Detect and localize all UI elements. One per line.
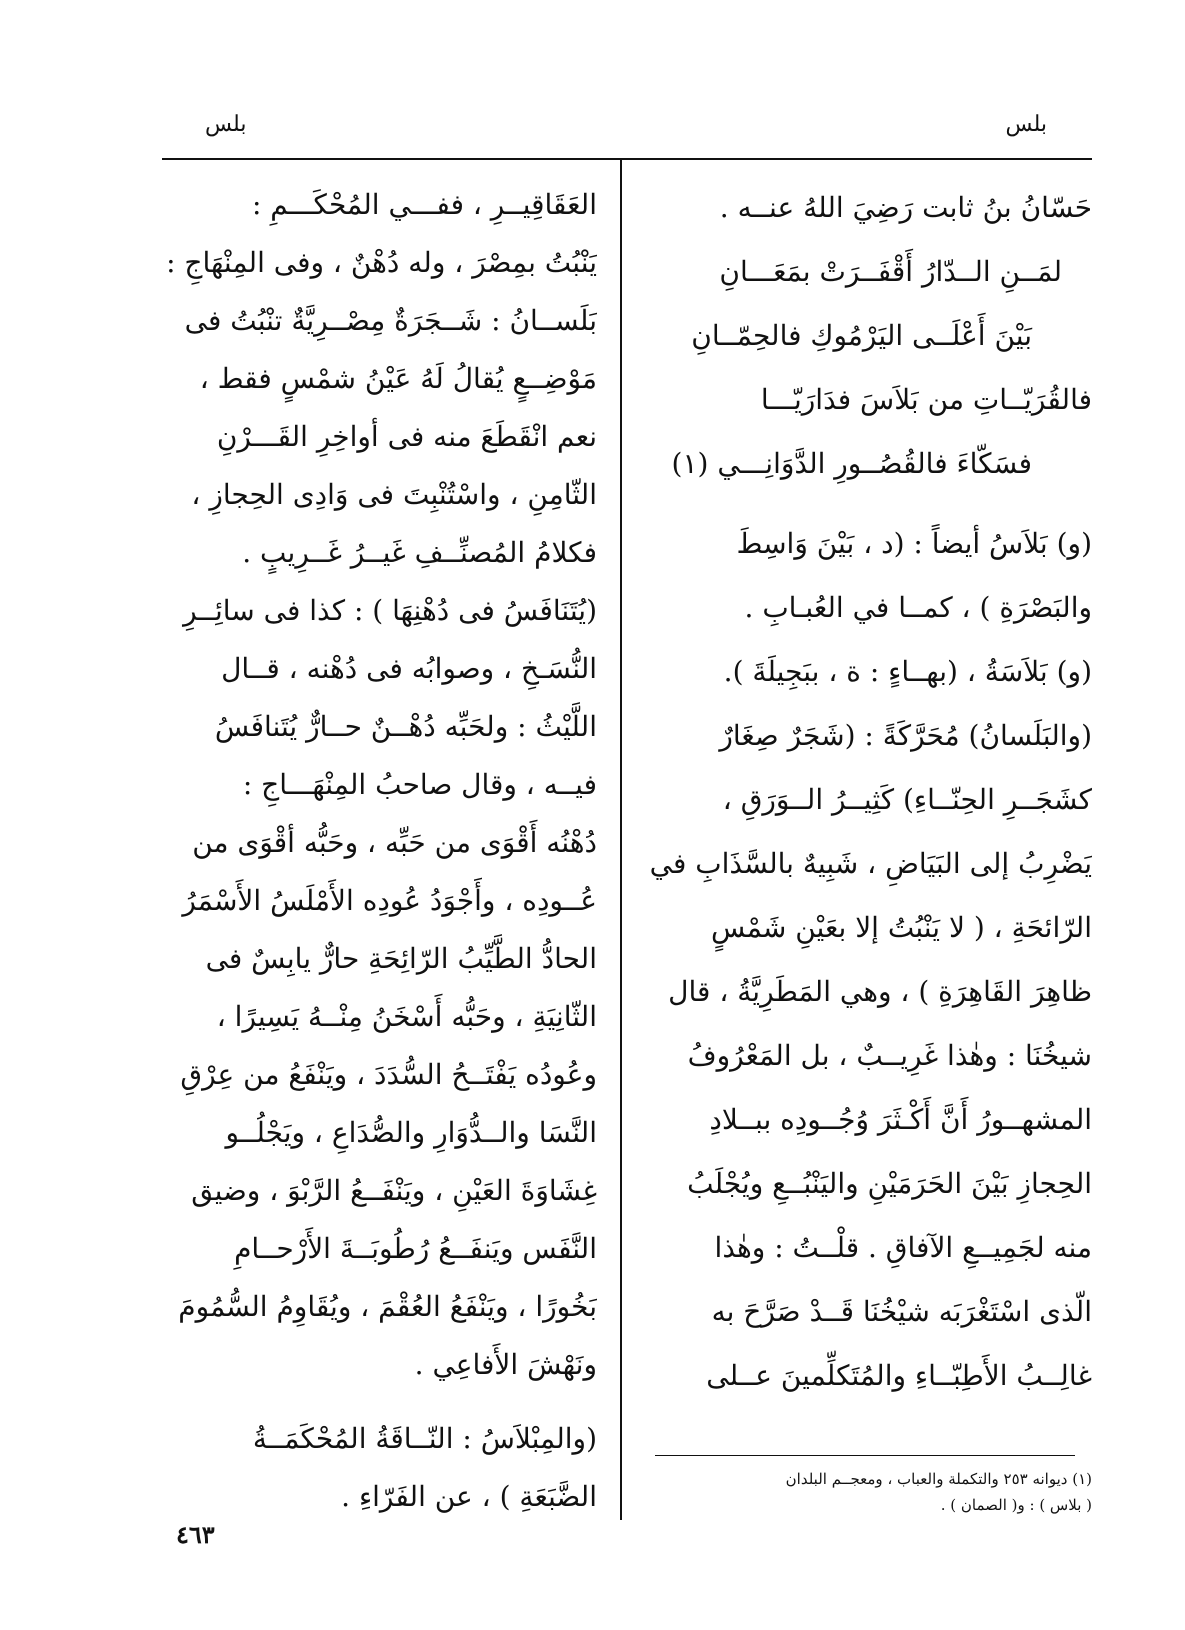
text-line: (والمِبْلاَسُ : النّــاقَةُ المُحْكَمَــةُ [252,1422,597,1455]
text-line: ونَهْشَ الأَفاعِي . [414,1348,597,1381]
text-line: عُــودِه ، وأَجْوَدُ عُودِه الأَمْلَسُ الأَسْمَرُ [182,884,597,917]
text-line: كشَجَــرِ الحِنّــاءِ) كَثِيــرُ الــوَرَقِ ، [722,783,1092,816]
footnote-line: (١) ديوانه ٢٥٣ والتكملة والعباب ، ومعجــم البلدان [785,1470,1092,1488]
text-line: النَّسَا والــدُّوَارِ والصُّدَاعِ ، ويَجْلُــو [225,1116,597,1149]
text-line: والبَصْرَةِ ) ، كمــا في العُبـابِ . [744,591,1092,624]
text-line: غِشَاوَةَ العَيْنِ ، ويَنْفَــعُ الرَّبْوَ ، وضيق [191,1174,597,1207]
verse-line: لمَــنِ الــدّارُ أَقْفَــرَتْ بمَعَـــانِ [719,255,1062,288]
page-number: ٤٦٣ [176,1520,215,1549]
footnote-rule [655,1455,1075,1456]
footnote [640,1466,1092,1518]
text-line: فيــه ، وقال صاحبُ المِنْهَـــاجِ : [242,768,597,801]
text-line: (و) بَلاَسَةُ ، (بهــاءٍ : ة ، ببَجِيلَةَ ). [723,655,1092,688]
left-column [155,176,597,1526]
text-line: بَخُورًا ، ويَنْفَعُ العُقْمَ ، ويُقَاوِمُ السُّمُومَ [178,1290,597,1323]
text-line: الّذى اسْتَغْرَبَه شيْخُنَا قَــدْ صَرَّحَ به [711,1295,1092,1328]
verse-line: فسَكّاءَ فالقُصُــورِ الدَّوَانِـــي (١) [671,447,1032,480]
text-line: (يُتَنَافَسُ فى دُهْنِهَا ) : كذا فى سائِــرِ [183,594,597,627]
text-line: وعُودُه يَفْتَــحُ السُّدَدَ ، ويَنْفَعُ من عِرْقِ [180,1058,597,1091]
text-line: العَقَاقِيــرِ ، ففـــي المُحْكَـــمِ : [251,188,597,221]
verse-line: فالقُرَيّــاتِ من بَلاَسَ فدَارَيّـــا [760,383,1092,416]
right-column [650,176,1092,1408]
text-line: (والبَلَسانُ) مُحَرَّكَةً : (شَجَرٌ صِغَارٌ [719,719,1092,752]
text-line: مَوْضِــعٍ يُقالُ لَهُ عَيْنُ شمْسٍ فقط ، [199,362,597,395]
text-line: النَّفَس ويَنفَــعُ رُطُوبَــةَ الأَرْحــامِ [234,1232,597,1265]
text-line: فكلامُ المُصنِّــفِ غَيــرُ غَــرِيبٍ . [242,536,597,569]
text-line: الضَّبَعَةِ ) ، عن الفَرّاءِ . [341,1480,597,1513]
column-divider [620,158,622,1520]
text-line: الحادُّ الطَّيِّبُ الرّائِحَةِ حارٌّ يابِسٌ فى [205,942,597,975]
header-rule [162,158,1092,160]
text-line: الحِجازِ بَيْنَ الحَرَمَيْنِ واليَنْبُــعِ ويُجْلَبُ [687,1167,1092,1200]
text-line: غالِــبُ الأَطِبّــاءِ والمُتَكلِّمينَ عــلى [706,1359,1092,1392]
running-header-right: بلس [1005,112,1047,137]
text-line: شيخُنَا : وهٰذا غَرِيــبٌ ، بل المَعْرُوفُ [687,1039,1092,1072]
text-line: الرّائحَةِ ، ( لا يَنْبُتُ إلا بعَيْنِ شَمْسٍ [711,911,1092,944]
text-line: النُّسَـخِ ، وصوابُه فى دُهْنه ، قــال [221,652,597,685]
text-line: يَضْرِبُ إلى البَيَاضِ ، شَبِيهٌ بالسَّذَابِ في [650,847,1092,880]
text-line: منه لجَمِيــعِ الآفاقِ . قلْــتُ : وهٰذا [714,1231,1092,1264]
text-line: اللَّيْثُ : ولحَبِّه دُهْــنٌ حــارٌّ يُتَنافَسُ [214,710,597,743]
text-line: ظاهِرَ القَاهِرَةِ ) ، وهي المَطَرِيَّةُ ، قال [668,975,1092,1008]
text-line: يَنْبُتُ بمِصْرَ ، وله دُهْنٌ ، وفى المِنْهَاجِ : [166,246,597,279]
text-line: بَلَســانُ : شَــجَرَةٌ مِصْــرِيَّةٌ تنْبُتُ فى [184,304,597,337]
footnote-line: ( بلاس ) : و( الصمان ) . [940,1496,1092,1514]
text-line: المشهــورُ أَنَّ أَكْـثَرَ وُجُــودِه ببــلادِ [709,1103,1092,1136]
running-header-left: بلس [205,112,247,137]
text-line: نعم انْقَطَعَ منه فى أواخِرِ القَـــرْنِ [216,420,597,453]
text-line: حَسّانُ بنُ ثابت رَضِيَ اللهُ عنــه . [719,191,1092,224]
verse-line: بَيْنَ أَعْلَــى اليَرْمُوكِ فالحِمّــانِ [691,319,1032,352]
text-line: الثّانِيَةِ ، وحَبُّه أَسْخَنُ مِنْــهُ يَسِيرًا ، [216,1000,597,1033]
text-line: الثّامِنِ ، واسْتُنْبِتَ فى وَادِى الحِجازِ ، [191,478,597,511]
text-line: (و) بَلاَسُ أيضاً : (د ، بَيْنَ وَاسِطَ [736,527,1092,560]
text-line: دُهْنُه أَقْوَى من حَبِّه ، وحَبُّه أقْوَى من [192,826,597,859]
